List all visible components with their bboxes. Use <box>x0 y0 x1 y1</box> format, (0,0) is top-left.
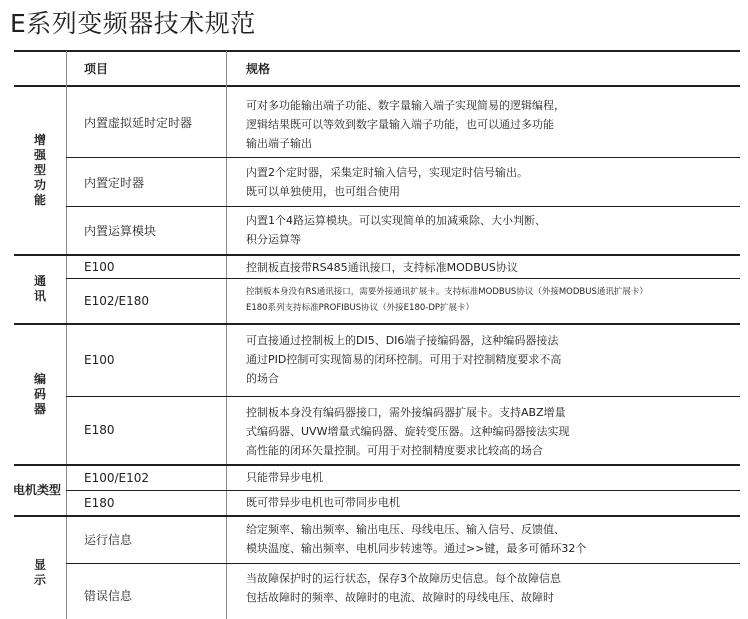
spec-e180-motor: 既可带异步电机也可带同步电机 <box>246 496 400 509</box>
category-rule <box>14 254 740 256</box>
row-rule <box>66 278 740 279</box>
item-e180-motor: E180 <box>84 495 115 510</box>
spec-e100-e102-motor: 只能带异步电机 <box>246 471 323 484</box>
spec-e180-encoder: 控制板本身没有编码器接口，需外接编码器扩展卡。支持ABZ增量 式编码器、UVW增量式编码器、旋转变压器。这种编码器接法实现 高性能的闭环矢量控制。可用于对控制精度要求比较高的场合 <box>246 406 570 457</box>
column-divider-2 <box>226 51 227 619</box>
category-rule <box>14 323 740 325</box>
spec-e100-encoder: 可直接通过控制板上的DI5、DI6端子接编码器，这种编码器接法 通过PID控制可实现简易的闭环控制。可用于对控制精度要求不高 的场合 <box>246 334 562 385</box>
row-rule <box>66 563 740 564</box>
item-e180-encoder: E180 <box>84 423 115 437</box>
row-rule <box>66 490 740 491</box>
item-error-info: 错误信息 <box>84 588 133 603</box>
table-top-rule <box>14 50 740 52</box>
spec-e102-e180-comm: 控制板本身没有RS通讯接口，需要外接通讯扩展卡。支持标准MODBUS协议（外接MODBUS通讯扩展卡） E180系列支持标准PROFIBUS协议（外接E180-DP扩展卡） <box>246 287 648 313</box>
page-title: E系列变频器技术规范 <box>10 9 256 38</box>
item-e100-comm: E100 <box>84 260 115 274</box>
item-e100-encoder: E100 <box>84 353 115 367</box>
row-rule <box>66 396 740 397</box>
header-item: 项目 <box>84 61 109 76</box>
item-e100-e102-motor: E100/E102 <box>84 471 150 485</box>
category-display: 显示 <box>33 558 46 587</box>
spec-e100-comm: 控制板直接带RS485通讯接口，支持标准MODBUS协议 <box>246 261 518 274</box>
item-e102-e180-comm: E102/E180 <box>84 293 150 308</box>
category-label: 增强型功能 <box>33 132 46 207</box>
category-encoder: 编码器 <box>33 371 46 416</box>
column-divider-1 <box>66 51 67 619</box>
spec-run-info: 给定频率、输出频率、输出电压、母线电压、输入信号、反馈值、 模块温度、输出频率、电机同步转速等。通过>>键，最多可循环32个 <box>246 523 587 555</box>
spec-calc-module: 内置1个4路运算模块。可以实现简单的加减乘除、大小判断、 积分运算等 <box>246 214 546 246</box>
item-run-info: 运行信息 <box>84 533 133 547</box>
category-enhanced-functions <box>14 87 66 253</box>
category-motor-type: 电机类型 <box>12 482 61 497</box>
spec-timer: 内置2个定时器，采集定时输入信号，实现定时信号输出。 既可以单独使用，也可组合使用 <box>246 166 528 198</box>
spec-virtual-delay-timer: 可对多功能输出端子功能、数字量输入端子实现简易的逻辑编程， 逻辑结果既可以等效到数字量输入端子功能，也可以通过多功能 输出端子输出 <box>246 99 565 150</box>
item-calc-module: 内置运算模块 <box>84 223 157 238</box>
spec-error-info: 当故障保护时的运行状态，保存3个故障历史信息。每个故障信息 包括故障时的频率、故障时的电流、故障时的母线电压、故障时 <box>246 572 561 604</box>
item-virtual-delay-timer: 内置虚拟延时定时器 <box>84 115 193 130</box>
item-timer: 内置定时器 <box>84 175 145 190</box>
row-rule <box>66 206 740 207</box>
header-spec: 规格 <box>246 61 271 76</box>
category-communication: 通讯 <box>33 274 46 303</box>
row-rule <box>66 157 740 158</box>
